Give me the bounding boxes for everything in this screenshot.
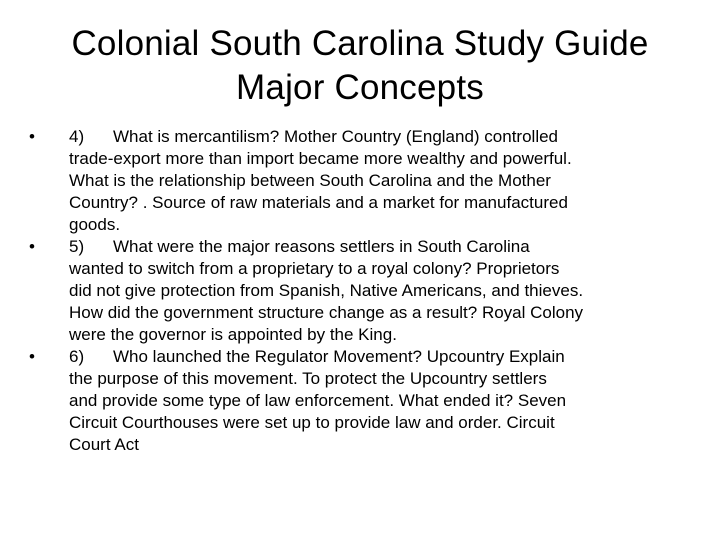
- bullet-4-line-1: 4) What is mercantilism? Mother Country (England) controlled: [69, 127, 559, 146]
- bullet-4-number: 4): [69, 127, 85, 146]
- bullet-6-line-2: the purpose of this movement. To protect the Upcountry settlers: [69, 369, 547, 388]
- bullet-6-line-5: Court Act: [69, 435, 139, 454]
- bullet-list: [26, 126, 690, 456]
- bullet-5-line-5: were the governor is appointed by the King.: [69, 325, 397, 344]
- bullet-6-line-4: Circuit Courthouses were set up to provide law and order. Circuit: [69, 413, 555, 432]
- bullet-4-line-5: goods.: [69, 215, 121, 234]
- bullet-5-line-1: 5) What were the major reasons settlers in South Carolina: [69, 237, 530, 256]
- slide-title: [40, 22, 680, 110]
- bullet-6-line-1: 6) Who launched the Regulator Movement? Upcountry Explain: [69, 347, 565, 366]
- bullet-5-line-3: did not give protection from Spanish, Native Americans, and thieves.: [69, 281, 584, 300]
- bullet-icon: •: [29, 127, 35, 146]
- bullet-item-6: [26, 346, 690, 456]
- bullet-6-line-3: and provide some type of law enforcement. What ended it? Seven: [69, 391, 567, 410]
- title-line-1: Colonial South Carolina Study Guide: [71, 24, 649, 63]
- bullet-5-line-4: How did the government structure change as a result? Royal Colony: [69, 303, 584, 322]
- bullet-item-5: [26, 236, 690, 346]
- bullet-5-number: 5): [69, 237, 85, 256]
- bullet-6-number: 6): [69, 347, 85, 366]
- bullet-5-line-2: wanted to switch from a proprietary to a royal colony? Proprietors: [69, 259, 560, 278]
- bullet-4-line-4: Country? . Source of raw materials and a market for manufactured: [69, 193, 568, 212]
- title-line-2: Major Concepts: [236, 68, 484, 107]
- bullet-4-line-3: What is the relationship between South Carolina and the Mother: [69, 171, 551, 190]
- bullet-icon: •: [29, 237, 35, 256]
- bullet-item-4: [26, 126, 690, 236]
- bullet-4-line-2: trade-export more than import became more wealthy and powerful.: [69, 149, 572, 168]
- bullet-icon: •: [29, 347, 35, 366]
